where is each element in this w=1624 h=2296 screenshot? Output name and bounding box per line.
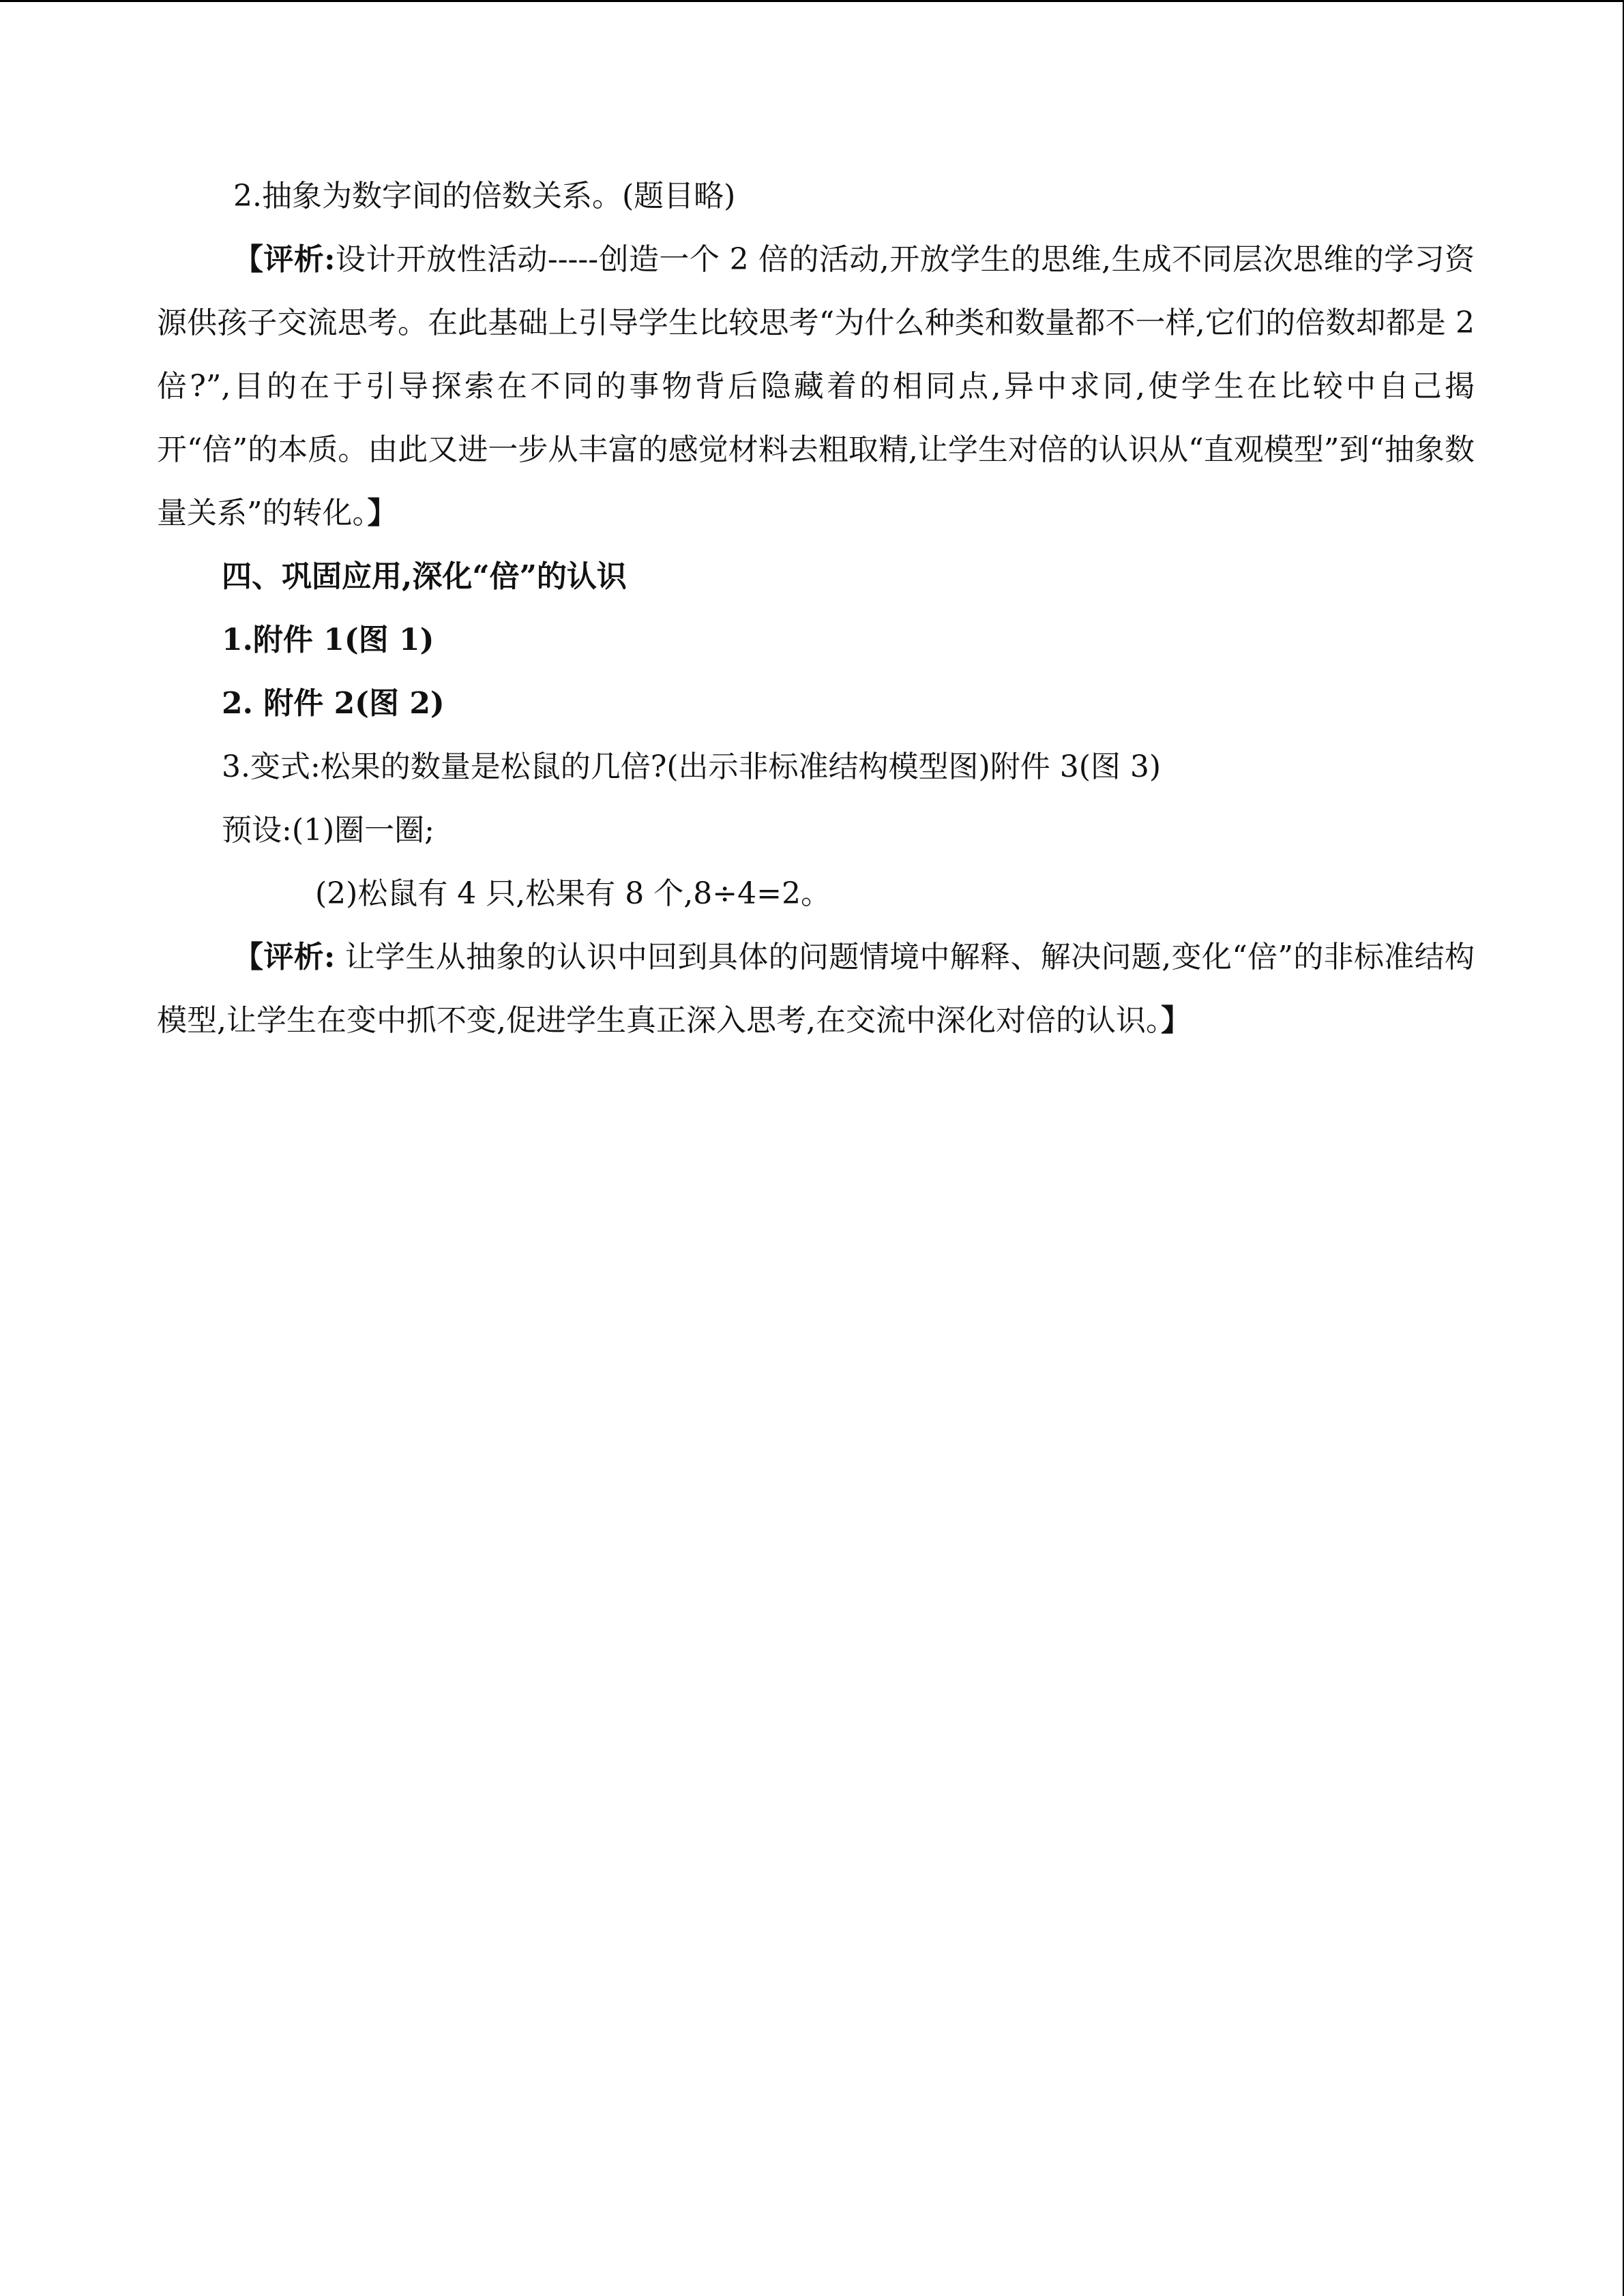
paragraph-text: 2.抽象为数字间的倍数关系。(题目略) [233,179,736,213]
list-item-text: 2. 附件 2(图 2) [222,686,445,721]
paragraph-text: 让学生从抽象的认识中回到具体的问题情境中解释、解决问题,变化“倍”的非标准结构模型,让学生在变中抓不变,促进学生真正深入思考,在交流中深化对倍的认识。 [157,940,1475,1038]
list-item-text: 1.附件 1(图 1) [222,623,434,657]
list-item-variant [157,735,1475,799]
list-item-text: 3.变式:松果的数量是松鼠的几倍?(出示非标准结构模型图)附件 3(图 3) [222,749,1162,784]
document-body [157,164,1475,1052]
paragraph-abstract-relation [157,164,1475,228]
section-heading [157,545,1475,608]
list-item-attachment-2 [157,672,1475,735]
section-heading-text: 四、巩固应用,深化“倍”的认识 [222,559,627,594]
comment-close-bracket: 】 [367,496,398,531]
preset-line-1 [157,799,1475,862]
preset-line-2 [157,862,1475,925]
preset-text: 预设:(1)圈一圈; [222,813,434,848]
preset-text: (2)松鼠有 4 只,松果有 8 个,8÷4=2。 [315,876,831,911]
comment-label: 【评析: [233,242,336,277]
paragraph-comment-1 [157,228,1475,545]
comment-close-bracket: 】 [1160,1003,1191,1038]
paragraph-text: 设计开放性活动-----创造一个 2 倍的活动,开放学生的思维,生成不同层次思维的学习资源供孩子交流思考。在此基础上引导学生比较思考“为什么种类和数量都不一样,它们的倍数却都是 2 倍?”,目的在于引导探索在不同的事物背后隐藏着的相同点,异中求同,使学生在比较中自己揭开“倍”的本质。由此又进一步从丰富的感觉材料去粗取精,让学生对倍的认识从“直观模型”到“抽象数量关系”的转化。 [157,242,1475,531]
paragraph-comment-2 [157,925,1475,1052]
list-item-attachment-1 [157,608,1475,672]
comment-label: 【评析: [233,940,336,974]
